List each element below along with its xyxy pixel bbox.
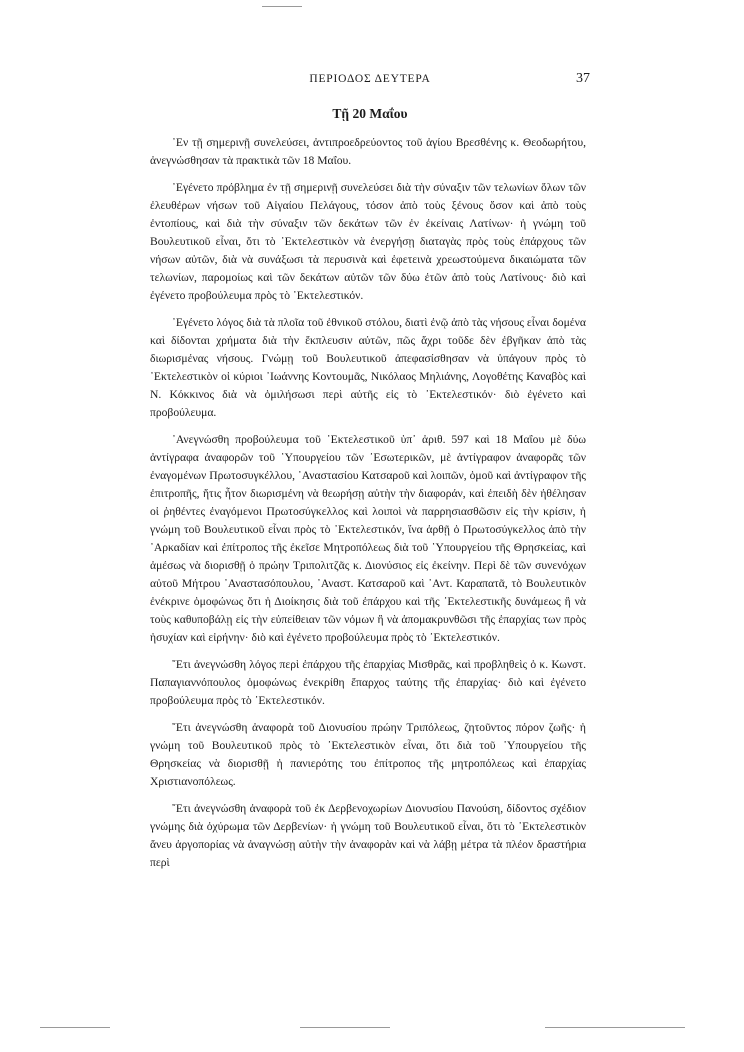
paragraph: ῎Ετι ἀνεγνώσθη ἀναφορὰ τοῦ ἐκ Δερβενοχωρίων Διονυσίου Πανούση, δίδοντος σχέδιον γνώμης διὰ ὀχύρωμα τῶν Δερβενίων· ἡ γνώμη τοῦ Βουλευτικοῦ εἶναι, ὅτι τὸ ᾿Εκτελεστικὸν ἄνευ ἀργοπορίας νὰ ἀναγνώσῃ αὐτὴν τὴν ἀναφορὰν καὶ νὰ λάβῃ μέτρα τὰ πλέον δραστήρια περὶ (150, 802, 586, 869)
paragraph: ᾿Ανεγνώσθη προβούλευμα τοῦ ᾿Εκτελεστικοῦ ὑπ᾿ ἀριθ. 597 καὶ 18 Μαΐου μὲ δύω ἀντίγραφα ἀναφορῶν τοῦ ῾Υπουργείου τῶν ᾿Εσωτερικῶν, μὲ ἀντίγραφον ἀναφορᾶς τῶν ἐναγομένων Πρωτοσυγκέλλου, ᾿Αναστασίου Κατσαροῦ καὶ λοιπῶν, ὁμοῦ καὶ ἀντίγραφον τῆς ἐπιτροπῆς, ἥτις ἦτον διωρισμένη νὰ θεωρήσῃ αὐτὴν τὴν διαφοράν, καὶ ἐπειδὴ δὲν ἠθέλησαν οἱ ῥηθέντες ἐναγόμενοι Πρωτοσύγκελλος καὶ λοιποὶ νὰ παρρησιασθῶσιν εἰς τὴν κρίσιν, ἡ γνώμη τοῦ Βουλευτικοῦ εἶναι πρὸς τὸ ᾿Εκτελεστικόν, ἵνα ἀρθῇ ὁ Πρωτοσύγκελλος ἀπὸ τὴν ᾿Αρκαδίαν καὶ ἐπίτροπος τῆς ἐκεῖσε Μητροπόλεως διὰ τοῦ ῾Υπουργείου τῆς Θρησκείας, καὶ ἀμέσως νὰ διορισθῇ ὁ πρώην Τριπολιτζᾶς κ. Διονύσιος εἰς ἐκείνην. Περὶ δὲ τῶν συνενόχων αὐτοῦ Μήτρου ᾿Αναστασόπουλου, ᾿Αναστ. Κατσαροῦ καὶ ᾿Αντ. Καραπατᾶ, τὸ Βουλευτικὸν ἐνέκρινε ὁμοφώνως ὅτι ἡ Διοίκησις διὰ τοῦ ἐπάρχου καὶ τῆς ᾿Εκτελεστικῆς δυνάμεως ἢ νὰ τοὺς καθυποβάλῃ εἰς τὴν εὐπείθειαν τῶν νόμων ἢ νὰ ἀπομακρυνθῶσι τῆς ἐπαρχίας των πρὸς ἡσυχίαν καὶ εἰρήνην· διὸ καὶ ἐγένετο προβούλευμα πρὸς τὸ ᾿Εκτελεστικόν. (150, 433, 586, 644)
paragraph: ᾿Εγένετο πρόβλημα ἐν τῇ σημερινῇ συνελεύσει διὰ τὴν σύναξιν τῶν τελωνίων ὅλων τῶν ἐλευθέρων νήσων τοῦ Αἰγαίου Πελάγους, τόσον ἀπὸ τοὺς ξένους ὅσον καὶ ἀπὸ τοὺς ἐντοπίους, καὶ διὰ τὴν σύναξιν τῶν δεκάτων τῶν ἐν ἐκείναις Λατίνων· ἡ γνώμη τοῦ Βουλευτικοῦ εἶναι, ὅτι τὸ ᾿Εκτελεστικὸν νὰ ἐνεργήσῃ διαταγὰς πρὸς τοὺς ἐπάρχους τῶν νήσων αὐτῶν, διὰ νὰ συνάξωσι τὰ περυσινὰ καὶ ἐφετεινὰ χρεωστούμενα δικαιώματα τῶν τελωνίων, παρομοίως καὶ τῶν δεκάτων αὐτῶν τῶν δύω ἐτῶν ἀπὸ τοὺς Λατίνους· διὸ καὶ ἐγένετο προβούλευμα πρὸς τὸ ᾿Εκτελεστικόν. (150, 181, 586, 302)
running-head: ΠΕΡΙΟΔΟΣ ΔΕΥΤΕΡΑ (309, 73, 431, 85)
body-text (150, 134, 586, 881)
paragraph: ῎Ετι ἀνεγνώσθη ἀναφορὰ τοῦ Διονυσίου πρώην Τριπόλεως, ζητοῦντος πόρον ζωῆς· ἡ γνώμη τοῦ Βουλευτικοῦ πρὸς τὸ ᾿Εκτελεστικὸν εἶναι, ὅτι διὰ τοῦ ῾Υπουργείου τῆς Θρησκείας νὰ διορισθῇ ἡ πανιερότης του ἐπίτροπος τῆς μητροπόλεως καὶ ἐπαρχίας Χριστιανοπόλεως. (150, 721, 586, 788)
page-number: 37 (576, 71, 590, 86)
scan-artifact-bottom-center (300, 1027, 390, 1028)
paragraph: ᾿Εγένετο λόγος διὰ τὰ πλοῖα τοῦ ἐθνικοῦ στόλου, διατὶ ἐνῷ ἀπὸ τὰς νήσους εἶναι δομένα καὶ δίδονται χρήματα διὰ τὴν ἔκπλευσιν αὐτῶν, πῶς ἄχρι τοῦδε δὲν ἐβγῆκαν ἀπὸ τὰς διωρισμένας νήσους. Γνώμῃ τοῦ Βουλευτικοῦ ἀπεφασίσθησαν νὰ ὑπάγουν πρὸς τὸ ᾿Εκτελεστικὸν οἱ κύριοι ᾿Ιωάννης Κοντουμᾶς, Νικόλαος Μηλιάνης, Λογοθέτης Καναβὸς καὶ Ν. Κόκκινος διὰ νὰ ὁμιλήσωσι περὶ αὐτῆς εἰς τὸ ᾿Εκτελεστικόν· διὸ ἐγένετο καὶ προβούλευμα. (150, 316, 586, 419)
scan-artifact-top (262, 6, 302, 7)
scan-artifact-bottom-left (40, 1027, 110, 1028)
scan-artifact-bottom-right (545, 1027, 685, 1028)
paragraph: ῎Ετι ἀνεγνώσθη λόγος περὶ ἐπάρχου τῆς ἐπαρχίας Μισθρᾶς, καὶ προβληθεὶς ὁ κ. Κωνστ. Παπαγιαννόπουλος ὁμοφώνως ἐνεκρίθη ἔπαρχος ταύτης τῆς ἐπαρχίας· διὸ καὶ ἐγένετο προβούλευμα πρὸς τὸ ᾿Εκτελεστικόν. (150, 658, 586, 707)
section-heading: Τῇ 20 Μαΐου (332, 106, 408, 121)
page-header (150, 73, 590, 89)
paragraph: ᾿Εν τῇ σημερινῇ συνελεύσει, ἀντιπροεδρεύοντος τοῦ ἁγίου Βρεσθένης κ. Θεοδωρήτου, ἀνεγνώσθησαν τὰ πρακτικὰ τῶν 18 Μαΐου. (150, 136, 586, 167)
